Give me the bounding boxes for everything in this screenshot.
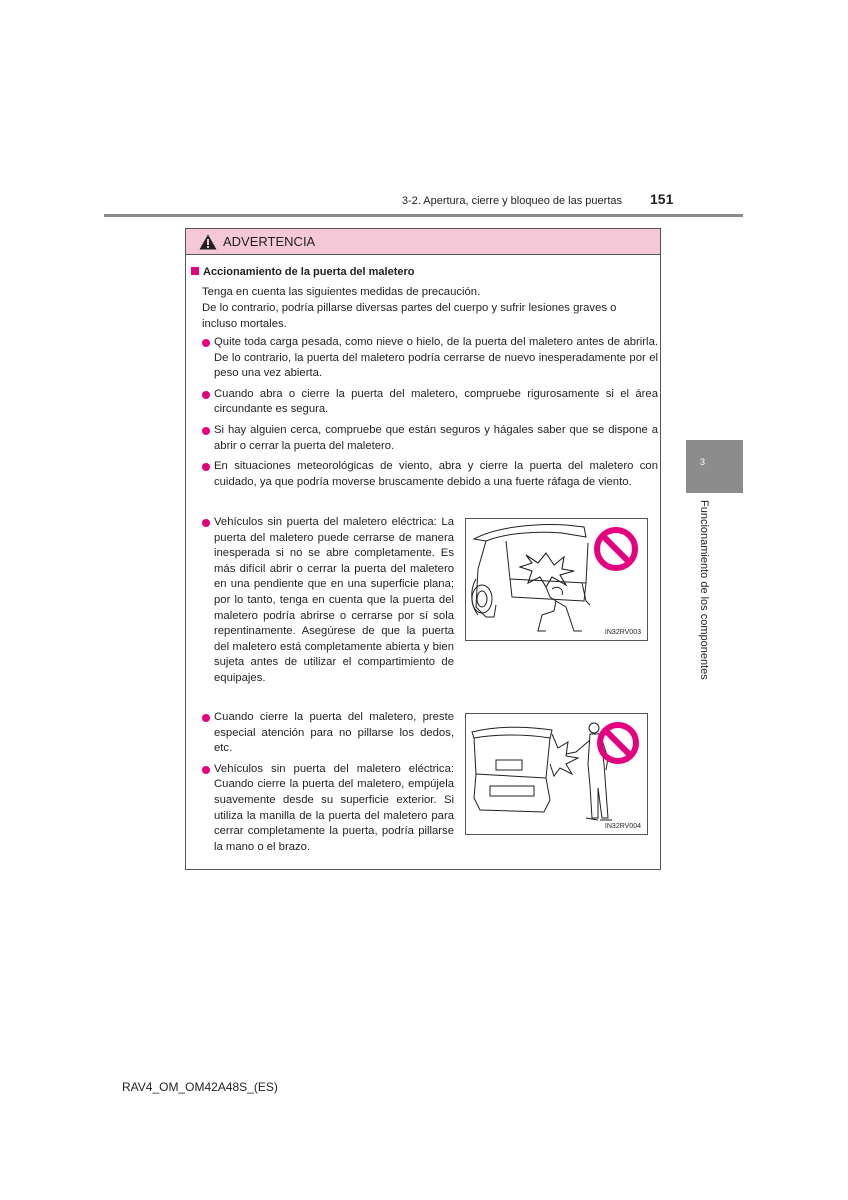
figure-block-text xyxy=(202,515,454,692)
warning-header xyxy=(186,229,660,255)
warning-box xyxy=(185,228,661,870)
chapter-label: Funcionamiento de los componentes xyxy=(698,500,710,680)
list-item: Si hay alguien cerca, compruebe que están seguros y hágales saber que se dispone a abrir o cerrar la puerta del maletero. xyxy=(202,423,658,454)
list-item: Cuando abra o cierre la puerta del maletero, compruebe rigurosamente si el área circundante es segura. xyxy=(202,387,658,418)
illustration-tailgate-closing xyxy=(465,518,648,641)
list-item: Vehículos sin puerta del maletero eléctrica: Cuando cierre la puerta del maletero, empújela suavemente desde su superficie exterior. Si utiliza la manilla de la puerta del maletero para cerrar completamente la puerta, podría pillarse la mano o el brazo. xyxy=(202,762,454,856)
illustration-hand-pinched xyxy=(465,713,648,835)
header-rule xyxy=(104,214,743,217)
intro-line: Tenga en cuenta las siguientes medidas de precaución. xyxy=(202,286,481,298)
figure-block-text xyxy=(202,710,454,860)
square-bullet-icon xyxy=(191,267,199,275)
section-title: 3-2. Apertura, cierre y bloqueo de las puertas xyxy=(401,195,622,207)
warning-title: ADVERTENCIA xyxy=(223,234,316,249)
list-item: Quite toda carga pesada, como nieve o hielo, de la puerta del maletero antes de abrirla. De lo contrario, la puerta del maletero podría cerrarse de nuevo inesperadamente por el peso una vez abierta. xyxy=(202,335,658,382)
warning-heading-text: Accionamiento de la puerta del maletero xyxy=(203,266,415,278)
warning-bullets xyxy=(202,335,658,495)
list-item: Cuando cierre la puerta del maletero, preste especial atención para no pillarse los dedos, etc. xyxy=(202,710,454,757)
figure-code: IN32RV004 xyxy=(604,823,641,830)
intro-line: De lo contrario, podría pillarse diversas partes del cuerpo y sufrir lesiones graves o incluso mortales. xyxy=(202,302,617,330)
figure-code: IN32RV003 xyxy=(604,629,641,636)
warning-heading xyxy=(191,266,415,278)
list-item: Vehículos sin puerta del maletero eléctrica: La puerta del maletero puede cerrarse de manera inesperada si no se abre completamente. Es más difícil abrir o cerrar la puerta del maletero en una pendiente que en una superficie plana; por lo tanto, tenga en cuenta que la puerta del maletero podría abrirse o cerrarse por sí sola repentinamente. Asegúrese de que la puerta del maletero está completamente abierta y bien sujeta antes de utilizar el compartimiento de equipajes. xyxy=(202,515,454,687)
document-code: RAV4_OM_OM42A48S_(ES) xyxy=(122,1080,278,1094)
prohibition-icon xyxy=(466,714,647,834)
prohibition-icon xyxy=(466,519,647,640)
warning-triangle-icon xyxy=(199,234,217,250)
chapter-number: 3 xyxy=(700,457,706,467)
page-number: 151 xyxy=(650,191,674,207)
warning-intro xyxy=(202,284,654,332)
chapter-tab xyxy=(686,440,743,493)
list-item: En situaciones meteorológicas de viento, abra y cierre la puerta del maletero con cuidado, ya que podría moverse bruscamente debido a una fuerte ráfaga de viento. xyxy=(202,459,658,490)
